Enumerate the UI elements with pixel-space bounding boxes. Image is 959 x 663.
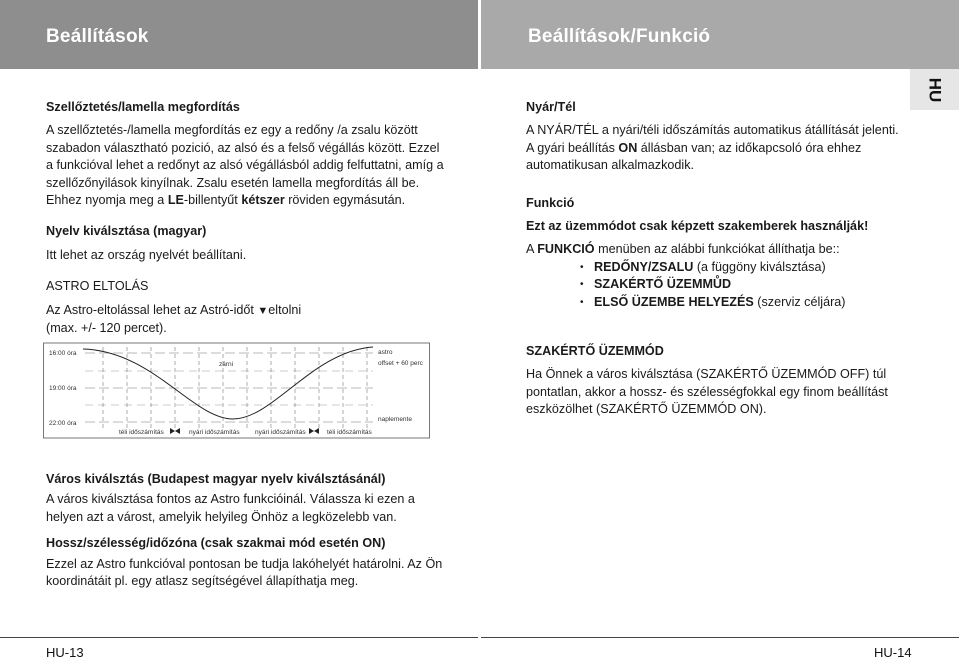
winter-time-label-2: téli időszámítás (327, 429, 372, 436)
instruction-text: -billentyűt (183, 193, 242, 208)
page-number-left: HU-13 (46, 645, 84, 660)
list-item (526, 276, 911, 293)
section-body-factory-setting (526, 140, 911, 175)
instruction-key: LE (167, 193, 184, 208)
section-body-city: A város kiválsztása fontos az Astro funkcióinál. Válassza ki ezen a helyen azt a várost, amelyik helyileg Önhöz a legközelebb van. (46, 492, 415, 524)
section-body-summer-winter: A NYÁR/TÉL a nyári/téli időszámítás automatikus átállítását jelenti. (526, 123, 899, 138)
section-body-expert-mode: Ha Önnek a város kiválsztása (SZAKÉRTŐ ÜZEMMÓD OFF) túl pontatlan, akkor a hossz- és szélességfokkal egy finom beállítást eszközölhet (SZAKÉRTŐ ÜZEMMÓD ON). (526, 367, 888, 417)
footer-divider-right (481, 637, 959, 638)
right-column-top (526, 99, 911, 311)
astro-text: eltolni (268, 302, 302, 317)
function-key: FUNKCIÓ (537, 242, 595, 257)
function-warning: Ezt az üzemmódot csak képzett szakemberek használják! (526, 219, 869, 234)
page-title-left: Beállítások (46, 26, 149, 47)
instruction-emphasis: kétszer (241, 193, 285, 208)
close-label: zárni (219, 361, 234, 368)
diagram-frame (44, 343, 430, 438)
list-item-key: ELSŐ ÜZEMBE HELYEZÉS (594, 294, 754, 309)
header-left (0, 0, 478, 69)
time-label-2200: 22:00 óra (49, 420, 77, 427)
language-tab (910, 69, 959, 110)
arrow-down-icon: ▼ (257, 304, 269, 317)
switch-marker-icon (170, 428, 180, 434)
instruction-text: röviden egymásután. (284, 193, 406, 208)
list-item-key: REDŐNY/ZSALU (594, 259, 694, 274)
factory-text: állásban van; az időkapcsoló óra ehhez automatikusan alkalmazkodik. (526, 140, 862, 173)
time-label-1900: 19:00 óra (49, 385, 77, 392)
section-title-astro: ASTRO ELTOLÁS (46, 279, 149, 294)
section-title-city: Város kiválsztás (Budapest magyar nyelv kiválsztásánál) (46, 472, 386, 486)
function-list (526, 259, 911, 311)
left-column-bottom (46, 471, 446, 590)
section-body-ventilation: A szellőztetés-/lamella megfordítás ez egy a redőny /a zsalu között szabadon választható pozició, az alsó és a felső végállás között. Ezzel a funkcióval lehet a redőnyt az alsó végállásból addig felfuttatni, amíg a szellőzőnyilások kinyílnak. Zsalu esetén lamella megfordítás áll be. (46, 123, 444, 190)
summer-time-label-1: nyári időszámítás (189, 429, 240, 436)
winter-time-label-1: téli időszámítás (119, 429, 164, 436)
list-item-text: (a függöny kiválsztása) (693, 259, 826, 274)
list-item-text: (szerviz céljára) (753, 294, 846, 309)
function-text: menüben az alábbi funkciókat állíthatja be:: (594, 242, 840, 257)
list-item (526, 259, 911, 276)
section-body-astro-max: (max. +/- 120 percet). (46, 321, 167, 336)
section-title-ventilation: Szellőztetés/lamella megfordítás (46, 100, 240, 114)
right-column-middle (526, 343, 916, 419)
switch-marker-icon (309, 428, 319, 434)
summer-time-label-2: nyári időszámítás (255, 429, 306, 436)
time-label-1600: 16:00 óra (49, 350, 77, 357)
section-title-language: Nyelv kiválsztása (magyar) (46, 224, 207, 239)
footer-divider-left (0, 637, 478, 638)
section-title-summer-winter: Nyár/Tél (526, 100, 576, 114)
left-column-top (46, 99, 446, 337)
ventilation-instruction (46, 192, 446, 209)
page-title-right: Beállítások/Funkció (528, 26, 711, 47)
astro-offset-diagram (43, 341, 430, 441)
section-body-coordinates: Ezzel az Astro funkcióval pontosan be tudja lakóhelyét határolni. Az Ön koordinátáit pl. egy atlasz segítségével állapíthatja meg. (46, 556, 443, 589)
list-item (526, 294, 911, 311)
function-text: A (526, 242, 538, 257)
header-right (481, 0, 959, 69)
sunset-label: naplemente (378, 416, 412, 423)
factory-on: ON (618, 140, 638, 155)
section-title-expert-mode: SZAKÉRTŐ ÜZEMMÓD (526, 344, 664, 358)
astro-text: Az Astro-eltolással lehet az Astró-időt (46, 302, 258, 317)
function-intro (526, 241, 911, 258)
astro-curve (83, 347, 373, 419)
language-tab-label: HU (925, 77, 945, 102)
offset-label: offset + 60 perc (378, 360, 423, 367)
page-number-right: HU-14 (874, 645, 912, 660)
factory-text: A gyári beállítás (526, 140, 619, 155)
section-body-language: Itt lehet az ország nyelvét beállítani. (46, 247, 247, 262)
section-title-coordinates: Hossz/szélesség/időzóna (csak szakmai mód esetén ON) (46, 536, 386, 551)
astro-label: astro (378, 349, 393, 356)
section-title-function: Funkció (526, 195, 575, 210)
list-item-key: SZAKÉRTŐ ÜZEMMŮD (594, 277, 732, 292)
section-body-astro (46, 302, 446, 320)
instruction-text: Ehhez nyomja meg a (46, 193, 168, 208)
